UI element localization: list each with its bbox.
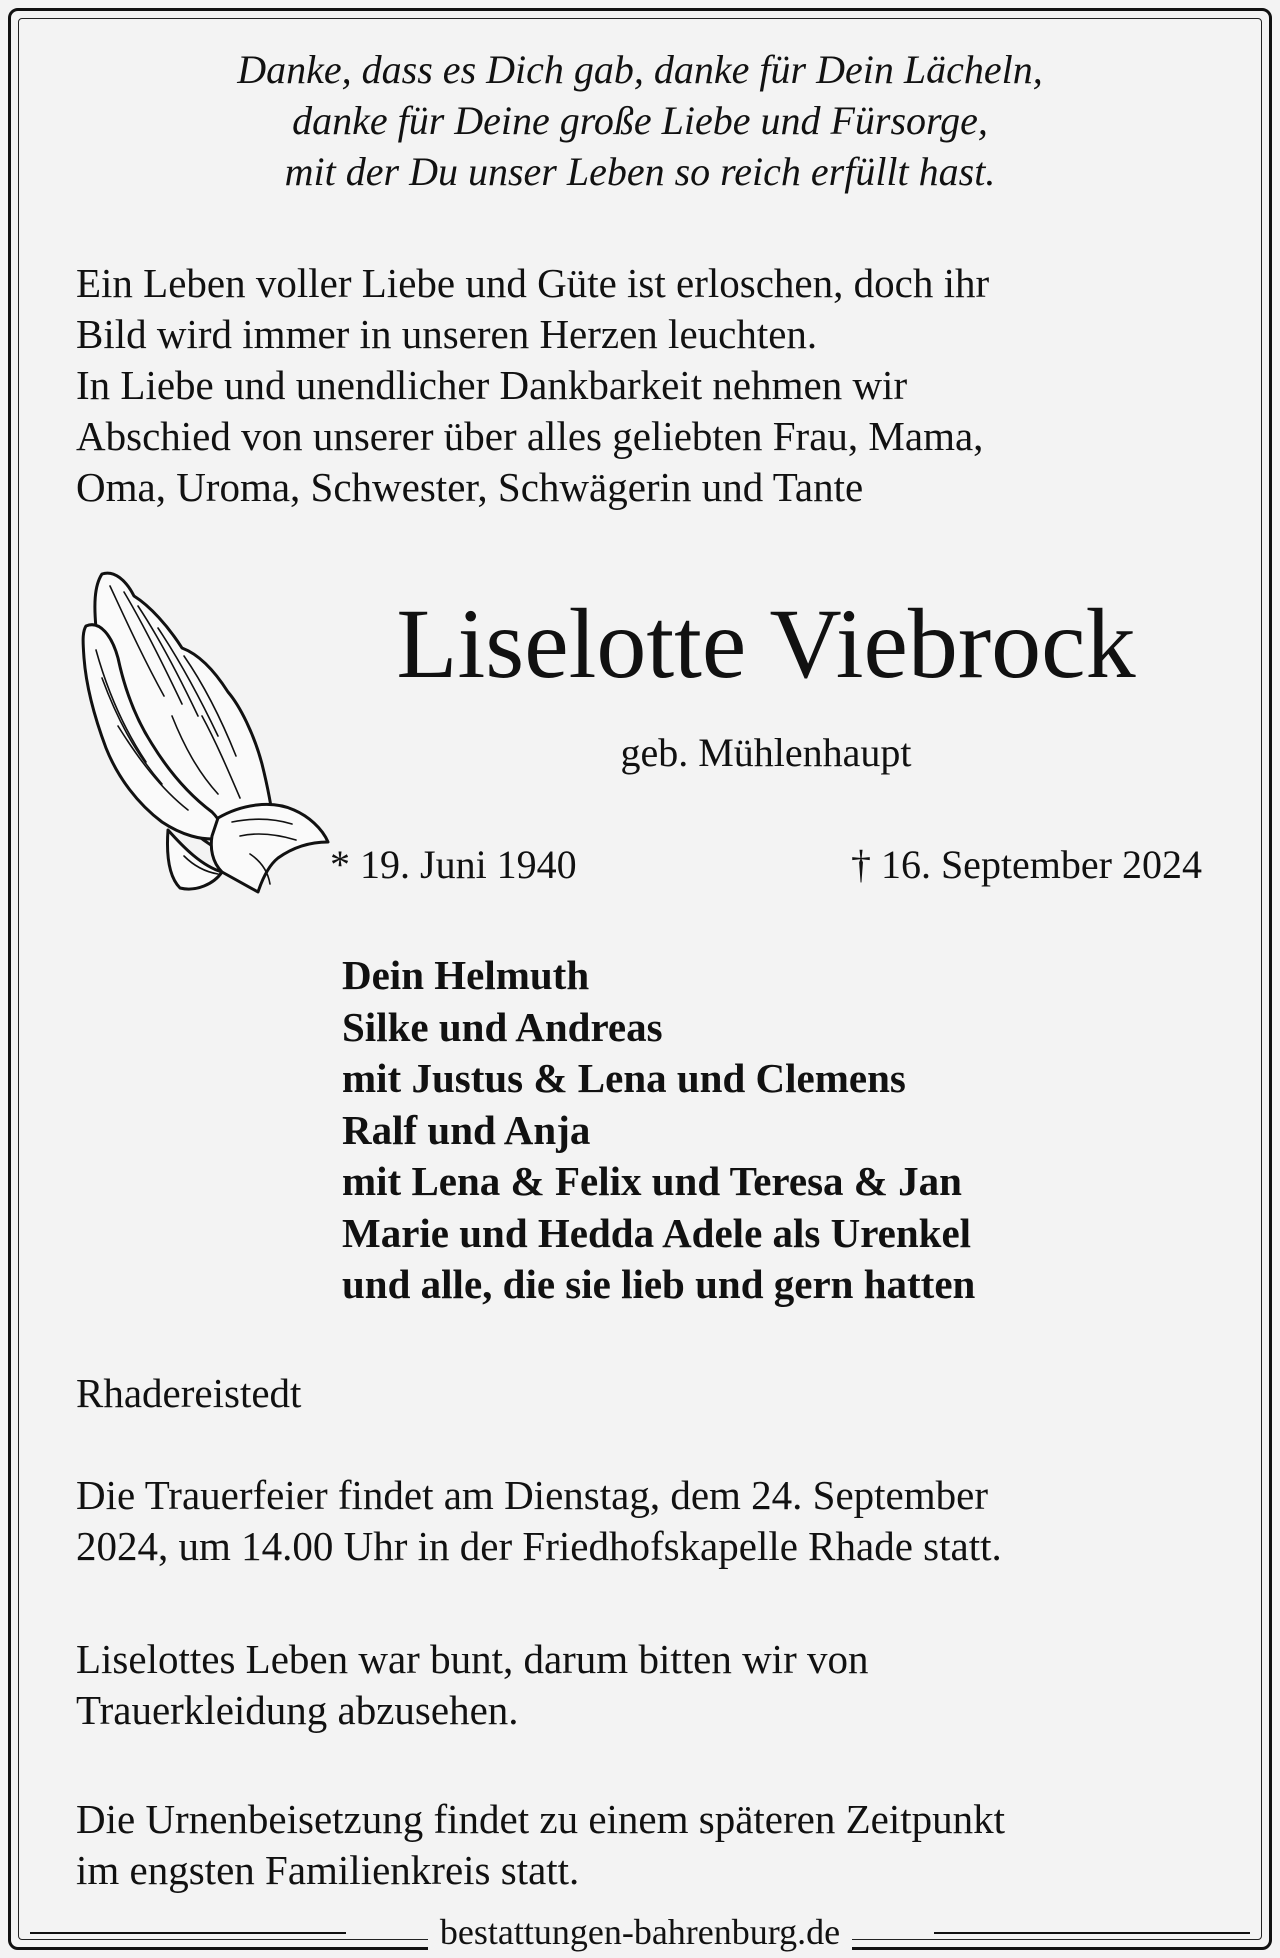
death-date: † 16. September 2024 bbox=[850, 842, 1202, 887]
funeral-home-website[interactable]: bestattungen-bahrenburg.de bbox=[428, 1912, 852, 1952]
intro-line: Abschied von unserer über alles geliebten Frau, Mama, bbox=[76, 413, 984, 459]
ceremony-line: 2024, um 14.00 Uhr in der Friedhofskapelle Rhade statt. bbox=[76, 1523, 1002, 1569]
footer bbox=[0, 1910, 1280, 1954]
burial-note-line: Die Urnenbeisetzung findet zu einem späteren Zeitpunkt bbox=[76, 1796, 1006, 1842]
motto-line: danke für Deine große Liebe und Fürsorge, bbox=[292, 98, 988, 143]
place-name: Rhadereistedt bbox=[76, 1370, 302, 1416]
praying-hands-icon bbox=[72, 566, 330, 896]
family-line: Dein Helmuth bbox=[342, 952, 590, 998]
dress-note-line: Liselottes Leben war bunt, darum bitten wir von bbox=[76, 1636, 869, 1682]
family-line: mit Justus & Lena und Clemens bbox=[342, 1055, 906, 1101]
motto bbox=[0, 44, 1280, 197]
family-line: Silke und Andreas bbox=[342, 1003, 663, 1050]
intro-line: Ein Leben voller Liebe und Güte ist erloschen, doch ihr bbox=[76, 260, 990, 306]
deceased-name: Liselotte Viebrock bbox=[396, 588, 1136, 699]
motto-line: mit der Du unser Leben so reich erfüllt hast. bbox=[284, 149, 996, 194]
birth-date: * 19. Juni 1940 bbox=[330, 842, 577, 887]
place bbox=[76, 1368, 1226, 1419]
family-line: mit Lena & Felix und Teresa & Jan bbox=[342, 1158, 962, 1204]
ceremony-info bbox=[76, 1470, 1226, 1572]
motto-line: Danke, dass es Dich gab, danke für Dein Lächeln, bbox=[237, 47, 1043, 92]
intro-line: Bild wird immer in unseren Herzen leuchten. bbox=[76, 311, 818, 357]
burial-note-line: im engsten Familienkreis statt. bbox=[76, 1847, 580, 1893]
ceremony-line: Die Trauerfeier findet am Dienstag, dem 24. September bbox=[76, 1472, 988, 1518]
maiden-name: geb. Mühlenhaupt bbox=[620, 730, 912, 775]
burial-note bbox=[76, 1794, 1226, 1896]
dress-note bbox=[76, 1634, 1226, 1736]
family-line: und alle, die sie lieb und gern hatten bbox=[342, 1261, 976, 1307]
family-line: Marie und Hedda Adele als Urenkel bbox=[342, 1209, 972, 1256]
dress-note-line: Trauerkleidung abzusehen. bbox=[76, 1687, 519, 1733]
family-signatures bbox=[342, 950, 975, 1311]
intro-line: Oma, Uroma, Schwester, Schwägerin und Tante bbox=[76, 464, 864, 510]
intro-line: In Liebe und unendlicher Dankbarkeit nehmen wir bbox=[76, 362, 908, 408]
intro-text bbox=[76, 258, 1226, 513]
family-line: Ralf und Anja bbox=[342, 1106, 591, 1153]
